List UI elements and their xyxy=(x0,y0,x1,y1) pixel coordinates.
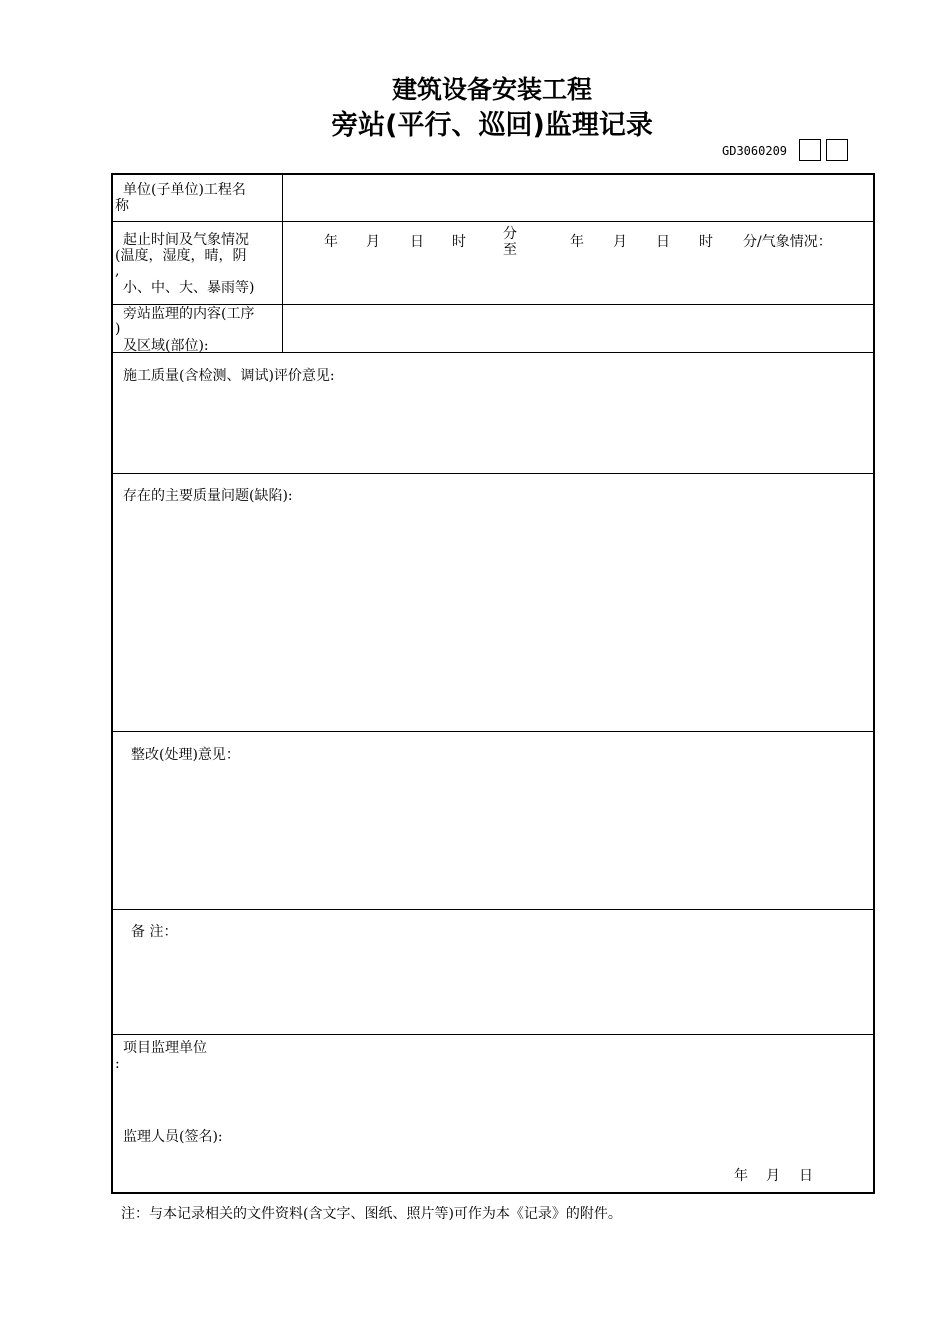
time-weather-label-comma: , xyxy=(115,263,120,279)
start-minute-label: 分 xyxy=(503,226,517,242)
row-divider xyxy=(111,221,875,222)
end-year-label: 年 xyxy=(570,234,584,250)
sign-day-label: 日 xyxy=(799,1168,813,1184)
row-divider xyxy=(111,352,875,353)
remarks-field[interactable] xyxy=(113,942,873,1032)
start-hour-label: 时 xyxy=(452,234,466,250)
supervision-unit-colon: : xyxy=(115,1056,120,1072)
content-label-paren: ) xyxy=(115,321,121,337)
supervision-unit-label: 项目监理单位 xyxy=(123,1040,207,1056)
weather-label: 分/气象情况： xyxy=(743,234,832,250)
row-divider xyxy=(111,473,875,474)
quality-field[interactable] xyxy=(113,386,873,471)
row-divider xyxy=(111,731,875,732)
quality-label: 施工质量(含检测、调试)评价意见: xyxy=(123,368,335,384)
form-title-line2: 旁站(平行、巡回)监理记录 xyxy=(331,110,653,141)
project-name-label-cont: 称 xyxy=(115,198,129,214)
remarks-label: 备 注： xyxy=(131,924,178,940)
content-label: 旁站监理的内容(工序 xyxy=(123,306,255,322)
content-label-end: 及区域(部位): xyxy=(123,338,209,354)
time-weather-label-cont: (温度，湿度，晴，阴 xyxy=(115,248,247,264)
end-hour-label: 时 xyxy=(699,234,713,250)
form-code: GD3060209 xyxy=(722,144,788,158)
form-title-line1: 建筑设备安装工程 xyxy=(391,75,592,104)
start-year-label: 年 xyxy=(324,234,338,250)
time-weather-label-end: 小、中、大、暴雨等) xyxy=(123,280,255,296)
signature-field[interactable] xyxy=(250,1120,550,1144)
start-day-label: 日 xyxy=(410,234,424,250)
project-name-label: 单位(子单位)工程名 xyxy=(123,182,246,198)
project-name-field[interactable] xyxy=(284,175,873,220)
time-weather-label: 起止时间及气象情况 xyxy=(123,232,249,248)
end-month-label: 月 xyxy=(613,234,627,250)
row-divider xyxy=(111,1034,875,1035)
rectify-label: 整改(处理)意见： xyxy=(131,747,240,763)
code-box-1[interactable] xyxy=(799,139,821,161)
sign-year-label: 年 xyxy=(734,1168,748,1184)
row-divider xyxy=(111,304,875,305)
problems-field[interactable] xyxy=(113,506,873,729)
problems-label: 存在的主要质量问题(缺陷): xyxy=(123,488,293,504)
footnote: 注：与本记录相关的文件资料(含文字、图纸、照片等)可作为本《记录》的附件。 xyxy=(121,1206,622,1222)
end-day-label: 日 xyxy=(656,234,670,250)
signer-label: 监理人员(签名): xyxy=(123,1129,223,1145)
row-divider xyxy=(111,909,875,910)
rectify-field[interactable] xyxy=(113,765,873,907)
column-divider xyxy=(282,173,283,353)
code-box-2[interactable] xyxy=(826,139,848,161)
start-month-label: 月 xyxy=(366,234,380,250)
content-field[interactable] xyxy=(284,306,873,351)
to-label: 至 xyxy=(503,242,517,258)
sign-month-label: 月 xyxy=(766,1168,780,1184)
